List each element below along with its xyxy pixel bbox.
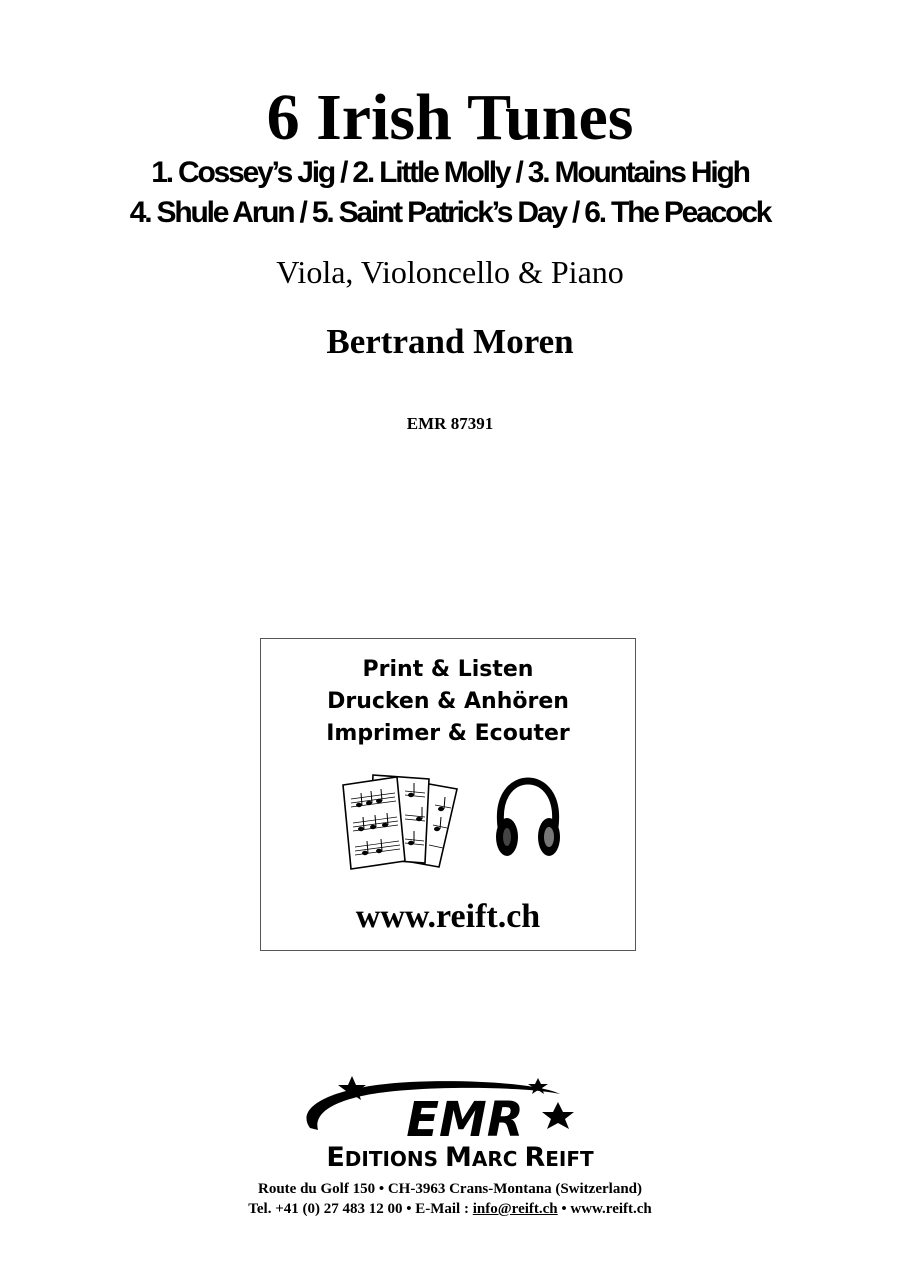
sheet-music-icon: [339, 771, 469, 871]
publisher-name: EDITIONS MARC REIFT: [326, 1142, 594, 1173]
print-listen-url[interactable]: www.reift.ch: [355, 898, 541, 935]
composer-name: Bertrand Moren: [326, 322, 574, 361]
emr-logo: [240, 1072, 680, 1176]
publisher-address: Route du Golf 150 • CH-3963 Crans-Montana (Switzerland): [258, 1181, 642, 1197]
email-link[interactable]: info@reift.ch: [472, 1201, 558, 1217]
print-listen-box: [260, 638, 636, 951]
emr-logo-text: EMR: [406, 1092, 524, 1148]
headphones-icon: [493, 777, 563, 861]
contact-website: • www.reift.ch: [557, 1201, 652, 1217]
tune-list-line-1: 1. Cossey’s Jig / 2. Little Molly / 3. Mountains High: [151, 156, 749, 189]
print-listen-line-de: Drucken & Anhören: [327, 689, 569, 714]
tune-list-line-2: 4. Shule Arun / 5. Saint Patrick’s Day / 6. The Peacock: [129, 196, 771, 229]
publisher-contact: [0, 1198, 900, 1220]
instrumentation: Viola, Violoncello & Piano: [276, 254, 624, 290]
score-title: 6 Irish Tunes: [266, 81, 634, 154]
print-listen-line-fr: Imprimer & Ecouter: [326, 721, 570, 746]
catalog-number: EMR 87391: [406, 414, 494, 433]
print-listen-line-en: Print & Listen: [362, 657, 534, 682]
contact-tel: Tel. +41 (0) 27 483 12 00 • E-Mail :: [248, 1201, 473, 1217]
